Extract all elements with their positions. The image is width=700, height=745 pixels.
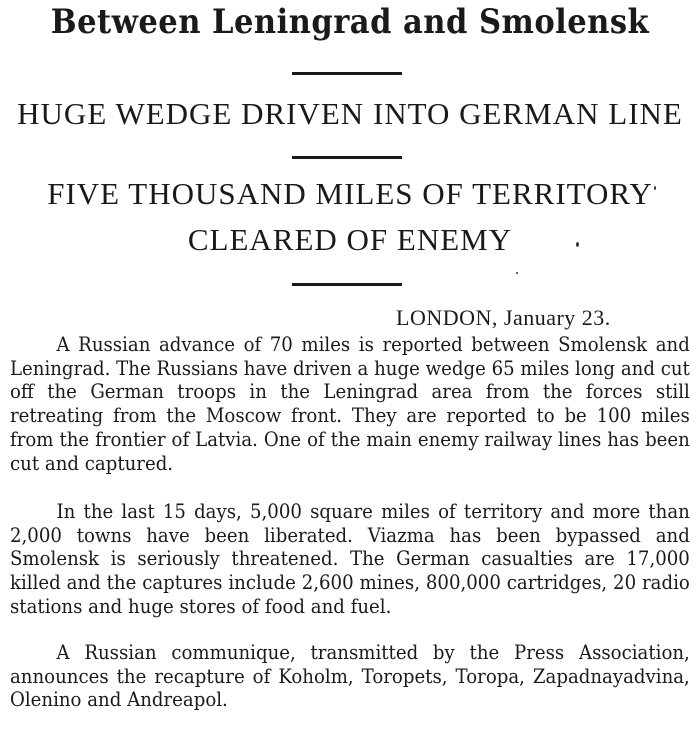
headline-rule-3	[292, 283, 402, 286]
paragraph-text: A Russian advance of 70 miles is reported between Smolensk and Leningrad. The Russians have driven a huge wedge 65 miles long and cut off the German troops in the Leningrad area from the forces still retreating from the Moscow front. They are reported to be 100 miles from the frontier of Latvia. One of the main enemy railway lines has been cut and captured.	[10, 333, 690, 475]
paragraph-text: A Russian communique, transmitted by the Press Association, announces the recapture of Koholm, Toropets, Toropa, Zapadnayadvina, Olenino and Andreapol.	[10, 641, 690, 712]
dateline: LONDON, January 23.	[396, 305, 611, 330]
print-speck	[576, 242, 579, 247]
deck-headline-line-1: FIVE THOUSAND MILES OF TERRITORY	[47, 176, 653, 211]
article-paragraph-1	[10, 333, 690, 475]
print-speck	[654, 186, 656, 190]
headline-rule-1	[292, 72, 402, 75]
article-paragraph-3	[10, 641, 690, 712]
sub-headline: HUGE WEDGE DRIVEN INTO GERMAN LINE	[17, 96, 683, 131]
article-paragraph-2	[10, 500, 690, 619]
headline-rule-2	[292, 156, 402, 159]
main-headline: Between Leningrad and Smolensk	[50, 2, 650, 42]
paragraph-text: In the last 15 days, 5,000 square miles of territory and more than 2,000 towns have been liberated. Viazma has been bypassed and Smolensk is seriously threatened. The German casualties are 17,000 killed and the captures include 2,600 mines, 800,000 cartridges, 20 radio stations and huge stores of food and fuel.	[10, 500, 690, 618]
print-speck	[516, 272, 518, 274]
deck-headline-line-2: CLEARED OF ENEMY	[187, 222, 513, 257]
